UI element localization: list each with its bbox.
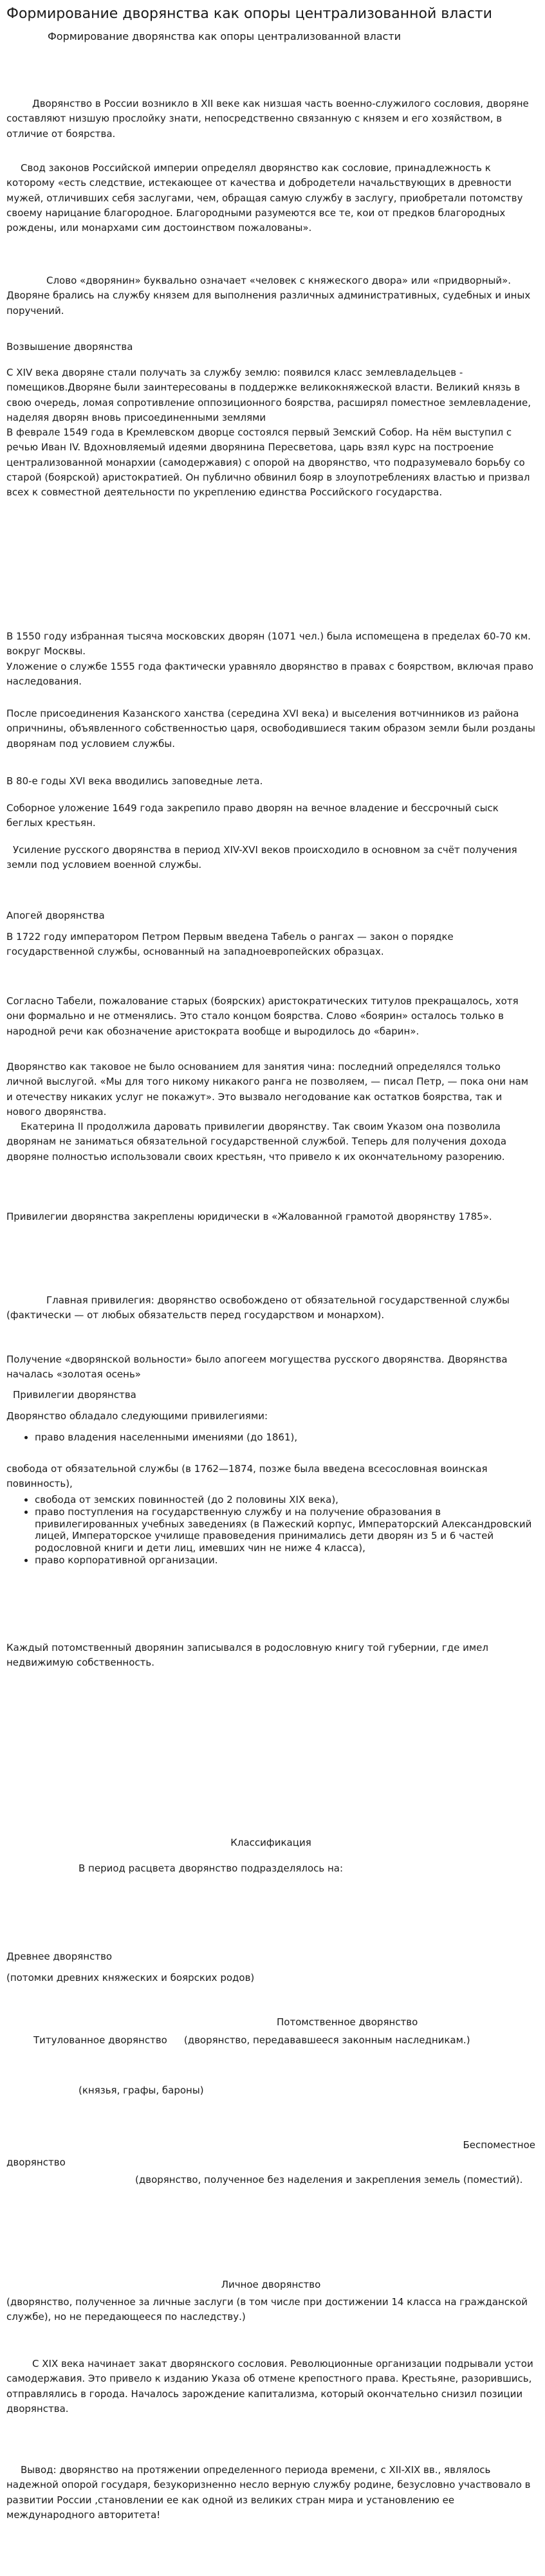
privileges-free-service — [6, 1462, 535, 1492]
privileges-second-list — [6, 1494, 535, 1567]
privilege-estates: • право владения населенными имениями (до 1861), — [35, 1430, 535, 1445]
apogee-paragraph-liberty: Получение «дворянской вольности» было апогеем могущества русского дворянства. Дворянства началась «золотая осень» — [6, 1354, 508, 1381]
apogee-service — [6, 1060, 535, 1164]
conclusion-section — [6, 2463, 535, 2523]
ancient-nobility-label: Древнее дворянство — [6, 1951, 113, 1962]
apogee-table-of-ranks — [6, 930, 535, 960]
decline-paragraph: С XIX века начинает закат дворянского сословия. Революционные организации подрывали устои самодержавия. Это привело к изданию Указа об отмене крепостного права. Крестьяне, разорившись, отправлялись в города. Началось зарождение капитализма, который окончательно снизил позиции дворянства. — [6, 2358, 533, 2415]
privileges-list — [6, 1409, 535, 1446]
rise-reserved-years — [6, 774, 535, 789]
apogee-main-privilege — [6, 1293, 535, 1323]
intro-paragraph-origin: Дворянство в России возникло в XII веке как низшая часть военно-служилого сословия, дворяне составляют низшую прослойку знати, непосредственно связанную с князем и его хозяйством, в отличие от боярства. — [6, 98, 529, 140]
apogee-charter — [6, 1210, 535, 1224]
landless-nobility-word: дворянство — [6, 2157, 66, 2168]
privileges-first-list — [6, 1430, 535, 1445]
titled-hereditary-row — [6, 2033, 535, 2048]
privileges-heading-text: Привилегии дворянства — [13, 1389, 136, 1401]
rise-paragraph-1555: Уложение о службе 1555 года фактически уравняло дворянство в правах с боярством, включая право наследования. — [6, 660, 533, 687]
rise-paragraph-kazan: После присоединения Казанского ханства (середина XVI века) и выселения вотчинников из района опричнины, объявленного собственностью царя, освободившиеся таким образом земли были розданы дворянам под условием службы. — [6, 708, 535, 750]
decline-section — [6, 2357, 535, 2416]
intro-paragraph-law: Свод законов Российской империи определял дворянство как сословие, принадлежность к которому «есть следствие, истекающее от качества и добродетели начальствующих в древности мужей, отличивших себя заслугами, чем, обращая самую службу в заслугу, приобретали потомству своему нарицание благородное. Благородными разумеются все те, кои от предков благородных рождены, или монархами сим достоинством пожалованы». — [6, 162, 523, 234]
rise-paragraph-sobor: В феврале 1549 года в Кремлевском дворце состоялся первый Земский Собор. На нём выступил с речью Иван IV. Вдохновляемый идеями дворянина Пересветова, царь взял курс на построение централизованной монархии (самодержавия) с опорой на дворянство, что подразумевало борьбу со старой (боярской) аристократией. Он публично обвинил бояр в злоупотреблениях властью и призвал всех к совместной деятельности по укреплению единства Российского государства. — [6, 427, 530, 498]
privileges-heading — [6, 1388, 535, 1403]
rise-kazan — [6, 706, 535, 751]
privilege-zemstvo: • свобода от земских повинностей (до 2 половины XIX века), — [35, 1494, 535, 1506]
intro-paragraph-word: Слово «дворянин» буквально означает «человек с княжеского двора» или «придворный». Дворяне брались на службу князем для выполнения различных административных, судебных и иных поручений. — [6, 275, 531, 317]
rise-paragraph-land: С XIV века дворяне стали получать за службу землю: появился класс землевладельцев - помещиков.Дворяне были заинтересованы в поддержке великокняжеской власти. Великий князь в свою очередь, ломая сопротивление оппозиционного боярства, расширял поместное землевладение, наделяя дворян вновь присоединенными землями — [6, 367, 531, 423]
rise-paragraph-1550: В 1550 году избранная тысяча московских дворян (1071 чел.) была испомещена в пределах 60-70 км. вокруг Москвы. — [6, 630, 531, 658]
landless-nobility-label: Беспоместное — [463, 2139, 535, 2151]
rise-heading: Возвышение дворянства — [6, 341, 133, 353]
titles-list: (князья, графы, бароны) — [79, 2084, 204, 2096]
intro-definition — [6, 161, 535, 235]
privilege-education: • право поступления на государственную службу и на получение образования в привилегированных учебных заведениях (в Пажеский корпус, Императорский Александровский лицей, Императорское училище правоведения принимались дети дворян из 5 и 6 частей родословной книги и дети лиц, имевших чин не ниже 4 класса), — [35, 1506, 535, 1554]
rise-section-2 — [6, 629, 535, 689]
ancient-nobility-desc: (потомки древних княжеских и боярских родов) — [6, 1972, 255, 1983]
personal-nobility-desc: (дворянство, полученное за личные заслуги (в том числе при достижении 14 класса на гражданской службе), но не передающееся по наследству.) — [6, 2296, 528, 2323]
titled-nobility-label: Титулованное дворянство — [33, 2034, 167, 2046]
landless-nobility-desc: (дворянство, полученное без наделения и закрепления земель (поместий). — [135, 2174, 523, 2185]
privileges-registry — [6, 1641, 535, 1671]
apogee-paragraph-charter: Привилегии дворянства закреплены юридически в «Жалованной грамотой дворянству 1785». — [6, 1211, 492, 1222]
rise-ulozhenie — [6, 801, 535, 831]
privilege-free-service: свобода от обязательной службы (в 1762—1874, позже была введена всесословная воинская повинность), — [6, 1463, 488, 1490]
hereditary-nobility-desc: (дворянство, передававшееся законным наследникам.) — [183, 2034, 470, 2046]
apogee-paragraph-service: Дворянство как таковое не было основанием для занятия чина: последний определялся только личной выслугой. «Мы для того никому никакого ранга не позволяем, — писал Петр, — пока они нам и отечеству никаких услуг не покажут». Это вызвало негодование как остатков боярства, так и нового дворянства. — [6, 1061, 529, 1118]
apogee-liberty — [6, 1352, 535, 1383]
apogee-paragraph-1722: В 1722 году императором Петром Первым введена Табель о рангах — закон о порядке государственной службы, основанный на западноевропейских образцах. — [6, 931, 454, 958]
rise-summary — [6, 843, 535, 873]
privileges-more — [6, 1494, 535, 1567]
apogee-paragraph-titles: Согласно Табели, пожалование старых (боярских) аристократических титулов прекращалось, хотя они формально и не отменялись. Это стало концом боярства. Слово «боярин» осталось только в народной речи как обозначение аристократа вообще и выродилось до «барин». — [6, 995, 519, 1037]
apogee-paragraph-catherine: Екатерина II продолжила даровать привилегии дворянству. Так своим Указом она позволила дворянам не заниматься обязательной государственной службой. Теперь для получения дохода дворяне полностью использовали своих крестьян, что привело к их окончательному разорению. — [6, 1121, 507, 1163]
rise-paragraph-summary: Усиление русского дворянства в период XIV-XVI веков происходило в основном за счёт получения земли под условием военной службы. — [6, 844, 517, 871]
privilege-corporate: • право корпоративной организации. — [35, 1554, 535, 1567]
apogee-titles — [6, 994, 535, 1039]
privileges-intro: Дворянство обладало следующими привилегиями: — [6, 1410, 268, 1422]
personal-nobility-label: Личное дворянство — [221, 2279, 321, 2290]
rise-paragraph-reserved: В 80-е годы XVI века вводились заповедные лета. — [6, 775, 263, 787]
rise-section — [6, 365, 535, 500]
rise-paragraph-1649: Соборное уложение 1649 года закрепило право дворян на вечное владение и бессрочный сыск беглых крестьян. — [6, 802, 499, 829]
intro-word-meaning — [6, 273, 535, 318]
apogee-paragraph-main-privilege: Главная привилегия: дворянство освобождено от обязательной государственной службы (фактически — от любых обязательств перед государством и монархом). — [6, 1294, 510, 1321]
apogee-heading: Апогей дворянства — [6, 910, 105, 921]
classification-intro: В период расцвета дворянство подразделялось на: — [79, 1863, 344, 1874]
privileges-registry-text: Каждый потомственный дворянин записывался в родословную книгу той губернии, где имел недвижимую собственность. — [6, 1642, 488, 1669]
conclusion-paragraph: Вывод: дворянство на протяжении определенного периода времени, с XII-XIX вв., являлось надежной опорой государя, безукоризненно несло верную службу родине, безусловно участвовало в развитии России ,становлении ее как одной из великих стран мира и установлению ее международного авторитета! — [6, 2464, 531, 2521]
page-subtitle: Формирование дворянства как опоры централизованной власти — [48, 30, 402, 42]
intro-section — [6, 97, 535, 142]
classification-heading: Классификация — [230, 1837, 311, 1848]
page-title: Формирование дворянства как опоры централизованной власти — [6, 6, 492, 22]
hereditary-nobility-label: Потомственное дворянство — [277, 2016, 418, 2028]
